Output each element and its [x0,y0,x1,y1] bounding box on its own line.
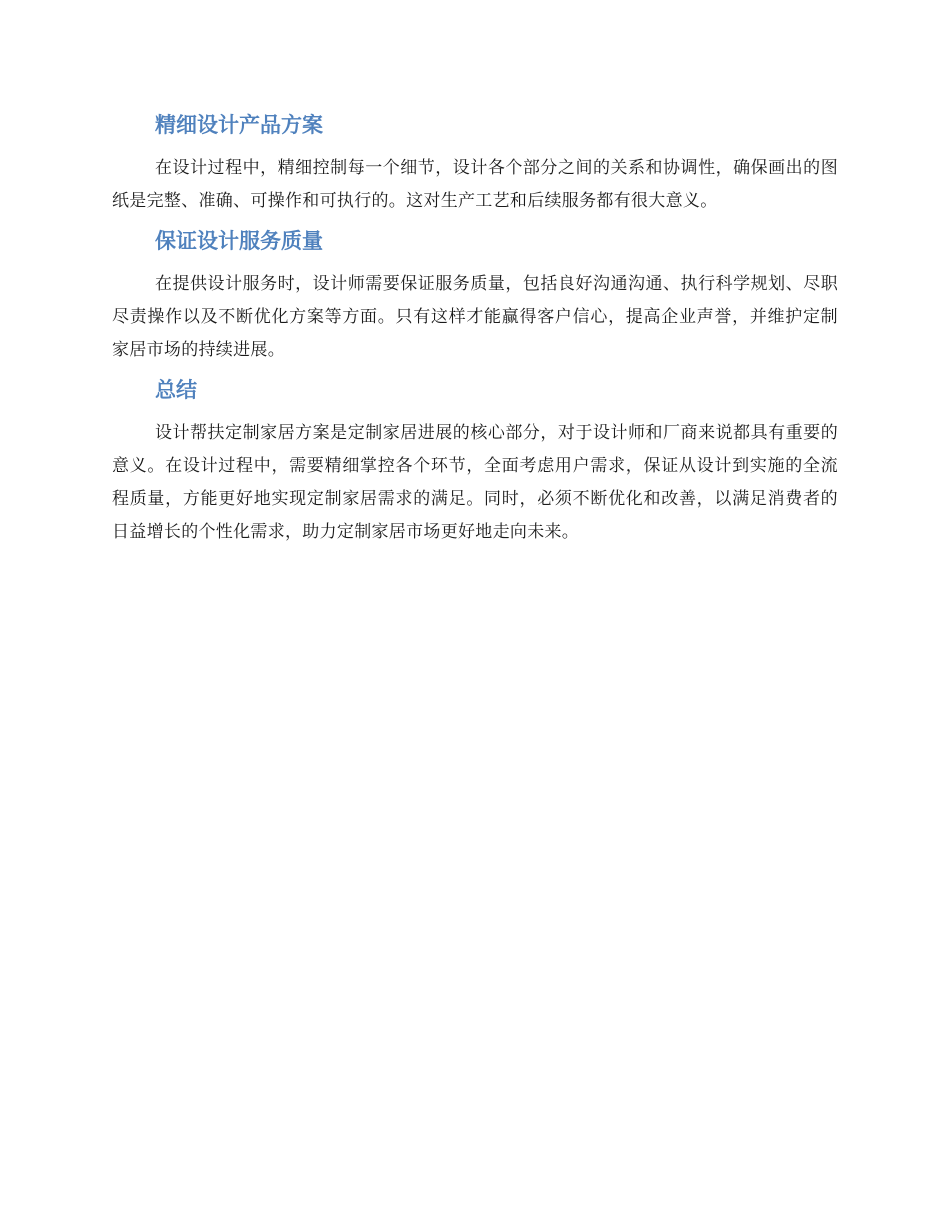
section-design-plan [112,108,838,218]
section-heading: 保证设计服务质量 [155,229,323,253]
section-heading: 精细设计产品方案 [155,113,323,137]
section-paragraph: 设计帮扶定制家居方案是定制家居进展的核心部分，对于设计师和厂商来说都具有重要的意义。在设计过程中，需要精细掌控各个环节，全面考虑用户需求，保证从设计到实施的全流程质量，方能更好地实现定制家居需求的满足。同时，必须不断优化和改善，以满足消费者的日益增长的个性化需求，助力定制家居市场更好地走向未来。 [112,423,838,542]
section-heading: 总结 [155,378,197,402]
section-service-quality [112,224,838,367]
section-summary [112,373,838,549]
section-paragraph: 在提供设计服务时，设计师需要保证服务质量，包括良好沟通沟通、执行科学规划、尽职尽责操作以及不断优化方案等方面。只有这样才能赢得客户信心，提高企业声誉，并维护定制家居市场的持续进展。 [112,274,838,360]
section-paragraph: 在设计过程中，精细控制每一个细节，设计各个部分之间的关系和协调性，确保画出的图纸是完整、准确、可操作和可执行的。这对生产工艺和后续服务都有很大意义。 [112,158,838,211]
